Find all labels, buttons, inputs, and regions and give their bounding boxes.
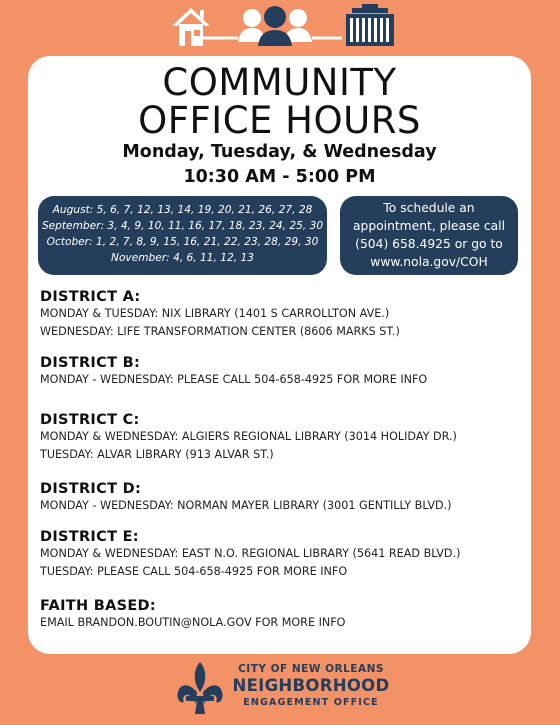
district-e-line: TUESDAY: PLEASE CALL 504-658-4925 FOR MORE INFO — [40, 565, 348, 578]
district-d — [40, 481, 452, 515]
page-title-line1: COMMUNITY — [162, 61, 397, 104]
house-icon — [172, 8, 210, 46]
footer-text — [226, 662, 396, 710]
dates-october: October: 1, 2, 7, 8, 9, 15, 16, 21, 22, 23, 28, 29, 30 — [46, 236, 319, 248]
faith-based-line: EMAIL BRANDON.BOUTIN@NOLA.GOV FOR MORE INFO — [40, 616, 346, 629]
district-b-line: MONDAY - WEDNESDAY: PLEASE CALL 504-658-4925 FOR MORE INFO — [40, 373, 428, 386]
page-title-line2: OFFICE HOURS — [138, 99, 421, 142]
district-c-line: MONDAY & WEDNESDAY: ALGIERS REGIONAL LIBRARY (3014 HOLIDAY DR.) — [40, 430, 457, 443]
district-a-line: MONDAY & TUESDAY: NIX LIBRARY (1401 S CARROLLTON AVE.) — [40, 307, 390, 320]
faith-based — [40, 598, 346, 632]
district-e-line: MONDAY & WEDNESDAY: EAST N.O. REGIONAL LIBRARY (5641 READ BLVD.) — [40, 547, 461, 560]
schedule-line: (504) 658.4925 or go to — [355, 237, 503, 251]
dates-november: November: 4, 6, 11, 12, 13 — [111, 252, 254, 264]
footer-line3: ENGAGEMENT OFFICE — [243, 697, 379, 708]
schedule-line: To schedule an — [383, 201, 475, 215]
district-b — [40, 355, 427, 389]
faith-based-heading: FAITH BASED: — [40, 598, 156, 614]
dates-box — [38, 196, 327, 275]
district-a-line: WEDNESDAY: LIFE TRANSFORMATION CENTER (8606 MARKS ST.) — [40, 325, 400, 338]
district-c-line: TUESDAY: ALVAR LIBRARY (913 ALVAR ST.) — [40, 448, 274, 461]
dates-august: August: 5, 6, 7, 12, 13, 14, 19, 20, 21, 26, 27, 28 — [52, 204, 313, 216]
city-hall-icon — [346, 4, 394, 46]
people-icon — [238, 6, 312, 46]
schedule-box — [340, 196, 518, 275]
header-icons — [0, 0, 560, 56]
schedule-line: appointment, please call — [352, 219, 505, 233]
district-e-heading: DISTRICT E: — [40, 529, 139, 545]
footer-line2: NEIGHBORHOOD — [232, 676, 390, 695]
footer-logo — [174, 660, 404, 718]
district-b-heading: DISTRICT B: — [40, 355, 141, 371]
district-c-heading: DISTRICT C: — [40, 412, 140, 428]
days-label: Monday, Tuesday, & Wednesday — [122, 142, 437, 162]
district-e — [40, 529, 460, 581]
footer-line1: CITY OF NEW ORLEANS — [238, 663, 384, 675]
district-c — [40, 412, 457, 464]
fleur-de-lis-icon — [174, 660, 226, 718]
hours-label: 10:30 AM - 5:00 PM — [183, 167, 376, 187]
dates-september: September: 3, 4, 9, 10, 11, 16, 17, 18, 23, 24, 25, 30 — [41, 220, 324, 232]
district-d-line: MONDAY - WEDNESDAY: NORMAN MAYER LIBRARY (3001 GENTILLY BLVD.) — [40, 499, 452, 512]
district-d-heading: DISTRICT D: — [40, 481, 142, 497]
schedule-link[interactable]: www.nola.gov/COH — [370, 255, 488, 269]
district-a-heading: DISTRICT A: — [40, 289, 141, 305]
district-a — [40, 289, 400, 341]
info-card — [28, 56, 531, 654]
